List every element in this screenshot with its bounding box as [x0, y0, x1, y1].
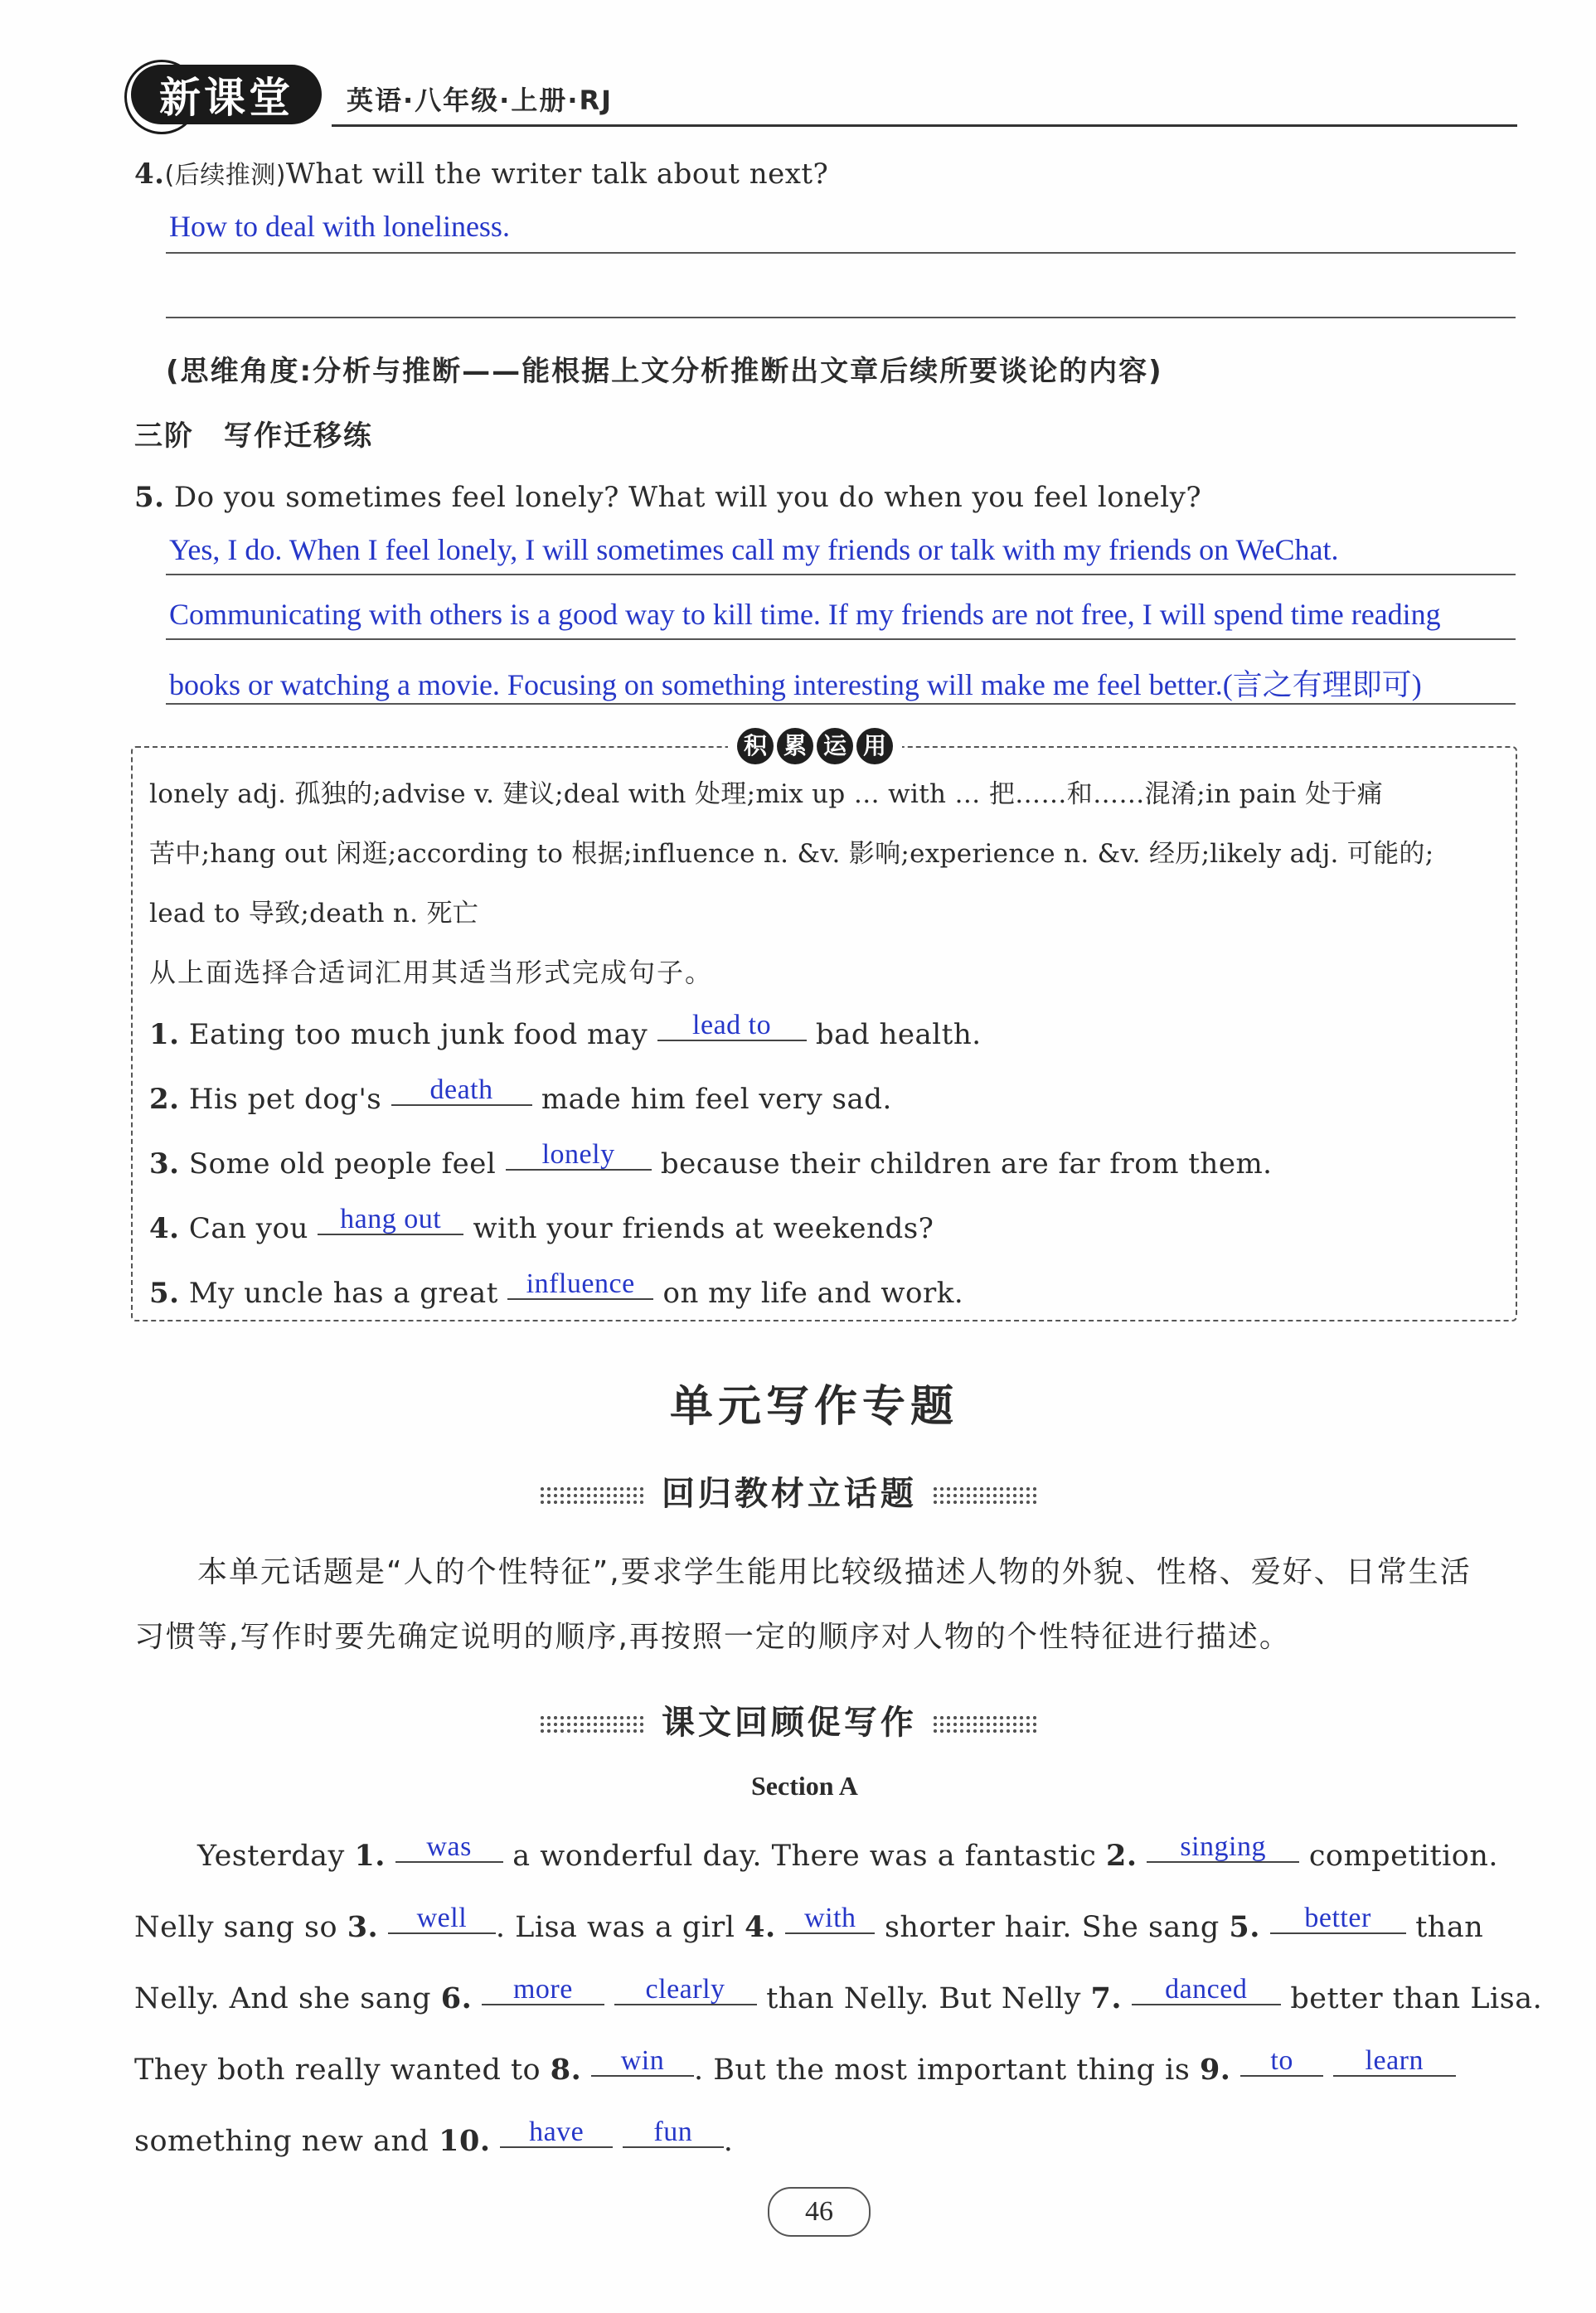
answer-line: [166, 703, 1516, 705]
vocab-line-2: 苦中;hang out 闲逛;according to 根据;influence n. &v. 影响;experience n. &v. 经历;likely adj. 可能的;: [149, 839, 1434, 869]
q5-answer-line-2: Communicating with others is a good way to kill time. If my friends are not free, I will spend time reading: [169, 598, 1441, 631]
q4-answer: How to deal with loneliness.: [169, 210, 510, 243]
q5-answer-line-1: Yes, I do. When I feel lonely, I will sometimes call my friends or talk with my friends on WeChat.: [169, 533, 1339, 566]
dots-decoration: [539, 1486, 647, 1506]
vocab-line-3: lead to 导致;death n. 死亡: [149, 899, 479, 929]
answer-line: [166, 638, 1516, 640]
cloze-line-4: They both really wanted to 8. win . But the most important thing is 9. to learn: [134, 2053, 1456, 2087]
dots-decoration: [539, 1714, 647, 1734]
intro-line-1: 本单元话题是“人的个性特征”,要求学生能用比较级描述人物的外貌、性格、爱好、日常生活: [197, 1555, 1472, 1589]
q5-answer-line-3: books or watching a movie. Focusing on something interesting will make me feel better.(言之有理即可): [169, 668, 1422, 701]
vocab-item-5: 5. My uncle has a great influence on my life and work.: [149, 1268, 964, 1310]
section-title: 三阶 写作迁移练: [134, 419, 373, 453]
vocab-item-1: 1. Eating too much junk food may lead to bad health.: [149, 1010, 982, 1051]
answer-line: [166, 317, 1516, 318]
vocab-item-3: 3. Some old people feel lonely because their children are far from them.: [149, 1139, 1273, 1181]
writing-title: 单元写作专题: [670, 1382, 959, 1432]
header-divider: [332, 124, 1517, 127]
logo: 新课堂: [131, 65, 322, 124]
dots-decoration: [932, 1714, 1040, 1734]
banner-topic: 回归教材立话题: [539, 1467, 1040, 1515]
cloze-line-2: Nelly sang so 3. well . Lisa was a girl 4. with shorter hair. She sang 5. better than: [134, 1903, 1484, 1944]
answer-line: [166, 574, 1516, 575]
vocab-line-1: lonely adj. 孤独的;advise v. 建议;deal with 处理;mix up … with … 把……和……混淆;in pain 处于痛: [149, 779, 1384, 809]
vocab-item-4: 4. Can you hang out with your friends at weekends?: [149, 1204, 934, 1245]
vocab-instruction: 从上面选择合适词汇用其适当形式完成句子。: [149, 957, 714, 988]
q4-note: (思维角度:分析与推断——能根据上文分析推断出文章后续所要谈论的内容): [166, 355, 1163, 388]
cloze-line-1: Yesterday 1. was a wonderful day. There was a fantastic 2. singing competition.: [197, 1831, 1499, 1873]
dots-decoration: [932, 1486, 1040, 1506]
cloze-line-5: something new and 10. have fun .: [134, 2117, 734, 2158]
header-subtitle: 英语·八年级·上册·RJ: [347, 85, 614, 116]
banner-review: 课文回顾促写作: [539, 1696, 1040, 1743]
q5-question: 5. Do you sometimes feel lonely? What will you do when you feel lonely?: [134, 481, 1202, 514]
cloze-line-3: Nelly. And she sang 6. more clearly than Nelly. But Nelly 7. danced better than Lisa.: [134, 1974, 1543, 2015]
vocab-box-title: 积 累 运 用: [728, 728, 902, 768]
q4-question: 4.(后续推测)What will the writer talk about next?: [134, 158, 829, 191]
intro-line-2: 习惯等,写作时要先确定说明的顺序,再按照一定的顺序对人物的个性特征进行描述。: [134, 1620, 1291, 1654]
section-label: Section A: [751, 1771, 858, 1801]
page-number: 46: [768, 2187, 871, 2237]
vocab-item-2: 2. His pet dog's death made him feel very sad.: [149, 1074, 892, 1116]
answer-line: [166, 252, 1516, 254]
